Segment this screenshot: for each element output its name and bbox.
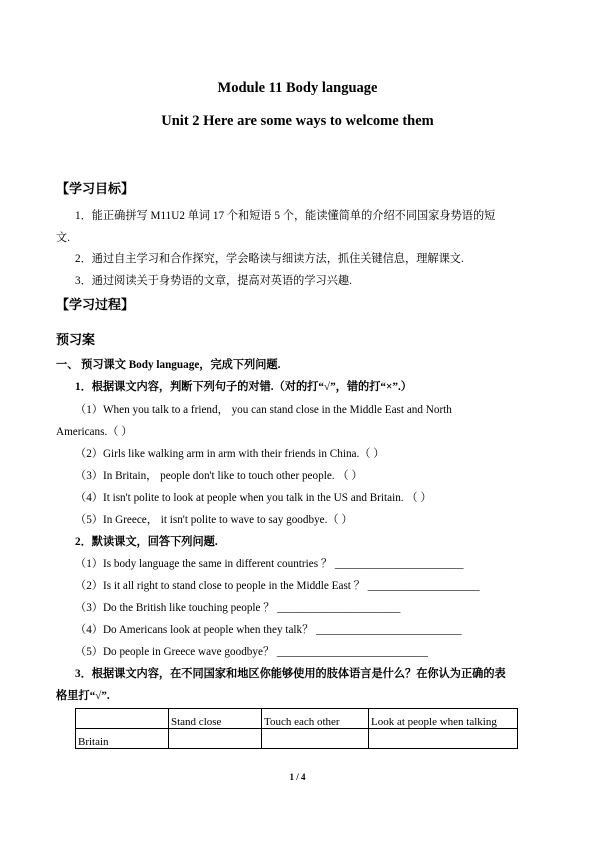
q2-heading: 2．默读课文，回答下列问题. [75,536,218,548]
page-number: 1 / 4 [289,772,306,782]
body-language-table [75,708,518,749]
q3-heading-cont: 格里打“√”. [56,690,110,702]
part1-heading: 一、 预习课文 Body language，完成下列问题. [56,359,281,371]
table-cell[interactable] [262,729,369,749]
table-header-cell: Touch each other [262,709,369,729]
q1-item-4: （4）It isn't polite to look at people when you talk in the US and Britain. （ ） [75,492,432,504]
table-row [76,729,518,749]
page-title: Module 11 Body language [217,80,378,96]
goal-3: 3．通过阅读关于身势语的文章，提高对英语的学习兴趣. [75,275,352,287]
q1-item-5: （5）In Greece， it isn't polite to wave to say goodbye.（ ） [75,514,353,526]
q1-heading: 1．根据课文内容，判断下列句子的对错.（对的打“√”，错的打“×”.） [75,381,412,393]
q2-item-2: （2）Is it all right to stand close to people in the Middle East ？ ____________________ [75,580,480,592]
q2-item-4: （4）Do Americans look at people when they talk？ __________________________ [75,624,462,636]
q2-item-1: （1）Is body language the same in different countries ？ _______________________ [75,558,464,570]
q1-item-2: （2）Girls like walking arm in arm with their friends in China.（ ） [75,448,385,460]
goal-1-cont: 文. [56,232,70,244]
table-cell[interactable] [169,729,262,749]
page-subtitle: Unit 2 Here are some ways to welcome them [161,113,434,129]
table-header-row [76,709,518,729]
q2-item-3: （3）Do the British like touching people ？ ______________________ [75,602,401,614]
preview-heading: 预习案 [56,332,96,347]
table-header-cell: Look at people when talking [369,709,518,729]
q2-item-5: （5）Do people in Greece wave goodbye？ ___________________________ [75,646,428,658]
q1-item-1: （1）When you talk to a friend， you can stand close in the Middle East and North [75,404,452,416]
q3-heading: 3．根据课文内容，在不同国家和地区你能够使用的肢体语言是什么？在你认为正确的表 [75,668,506,680]
q1-item-1-cont: Americans.（ ） [56,426,133,438]
table-header-cell [76,709,169,729]
table-cell[interactable] [369,729,518,749]
process-heading: 【学习过程】 [56,297,135,312]
goal-2: 2．通过自主学习和合作探究，学会略读与细读方法，抓住关键信息，理解课文. [75,253,464,265]
q1-item-3: （3）In Britain， people don't like to touch other people. （ ） [75,470,363,482]
table-cell: Britain [76,729,169,749]
goal-1: 1．能正确拼写 M11U2 单词 17 个和短语 5 个，能读懂简单的介绍不同国家身势语的短 [75,210,496,222]
goals-heading: 【学习目标】 [56,181,135,196]
table-header-cell: Stand close [169,709,262,729]
